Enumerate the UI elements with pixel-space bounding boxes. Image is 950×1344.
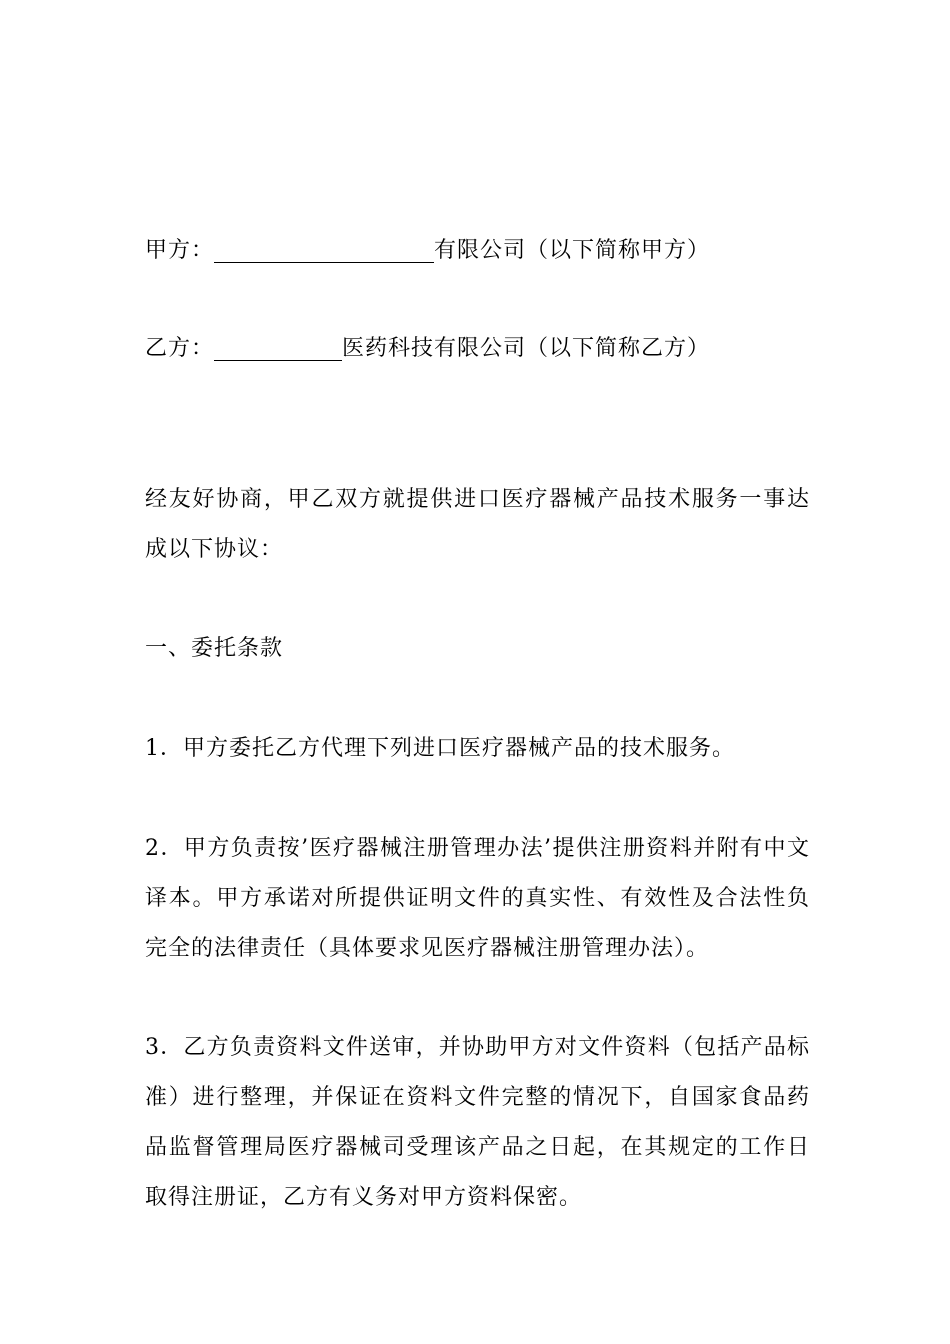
party-b-line	[145, 334, 825, 364]
party-b-label: 乙方：	[145, 336, 215, 361]
clause-2: 2．甲方负责按’医疗器械注册管理办法’提供注册资料并附有中文译本。甲方承诺对所提供证明文件的真实性、有效性及合法性负完全的法律责任（具体要求见医疗器械注册管理办法）。	[145, 836, 810, 961]
clause-3: 3．乙方负责资料文件送审，并协助甲方对文件资料（包括产品标准）进行整理，并保证在资料文件完整的情况下，自国家食品药品监督管理局医疗器械司受理该产品之日起，在其规定的工作日取得注册证，乙方有义务对甲方资料保密。	[145, 1035, 810, 1210]
intro-paragraph: 经友好协商，甲乙双方就提供进口医疗器械产品技术服务一事达成以下协议：	[145, 487, 810, 562]
clause-1: 1．甲方委托乙方代理下列进口医疗器械产品的技术服务。	[145, 736, 735, 761]
party-a-name-blank	[214, 238, 434, 263]
party-a-suffix: 有限公司（以下简称甲方）	[434, 238, 711, 263]
party-b-suffix: 医药科技有限公司（以下简称乙方）	[342, 336, 711, 361]
party-a-label: 甲方：	[145, 238, 215, 263]
party-a-line	[145, 236, 825, 266]
party-b-name-blank	[214, 336, 342, 361]
section-title: 一、委托条款	[145, 636, 284, 661]
